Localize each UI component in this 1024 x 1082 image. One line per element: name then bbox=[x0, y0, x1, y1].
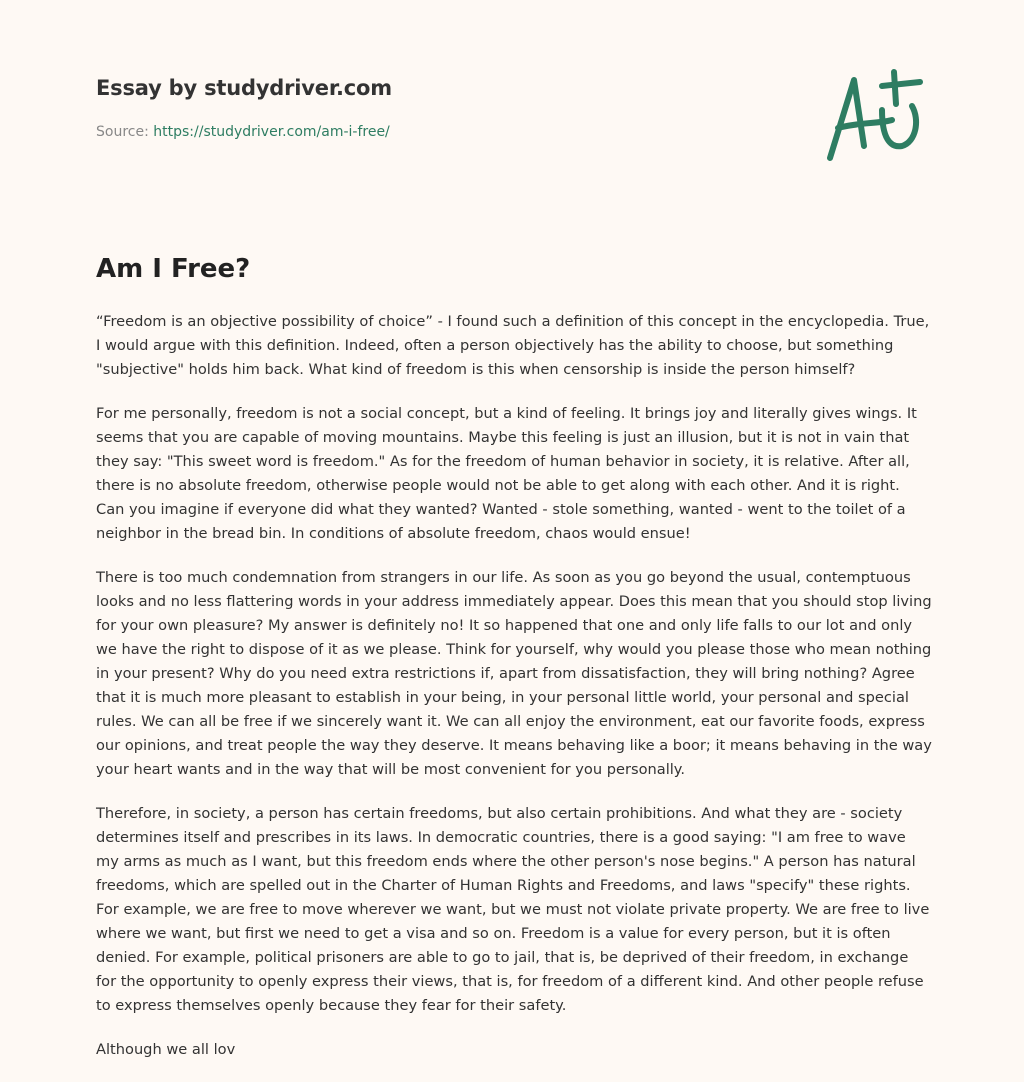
source-link[interactable]: https://studydriver.com/am-i-free/ bbox=[153, 124, 390, 140]
essay-body bbox=[96, 310, 932, 1082]
site-title: Essay by studydriver.com bbox=[96, 76, 392, 100]
paragraph-truncated: Although we all lov bbox=[96, 1041, 236, 1058]
a-plus-logo-icon bbox=[820, 66, 930, 166]
paragraph: For me personally, freedom is not a social concept, but a kind of feeling. It brings joy and literally gives wings. It seems that you are capable of moving mountains. Maybe this feeling is just an illusion, but it is not in vain that they say: "This sweet word is freedom." As for the freedom of human behavior in society, it is relative. After all, there is no absolute freedom, otherwise people would not be able to get along with each other. And it is right. Can you imagine if everyone did what they wanted? Wanted - stole something, wanted - went to the toilet of a neighbor in the bread bin. In conditions of absolute freedom, chaos would ensue! bbox=[96, 405, 917, 542]
paragraph: There is too much condemnation from strangers in our life. As soon as you go beyond the usual, contemptuous looks and no less flattering words in your address immediately appear. Does this mean that you should stop living for your own pleasure? My answer is definitely no! It so happened that one and only life falls to our lot and only we have the right to dispose of it as we please. Think for yourself, why would you please those who mean nothing in your present? Why do you need extra restrictions if, apart from dissatisfaction, they will bring nothing? Agree that it is much more pleasant to establish in your being, in your personal little world, your personal and special rules. We can all be free if we sincerely want it. We can all enjoy the environment, eat our favorite foods, express our opinions, and treat people the way they deserve. It means behaving like a boor; it means behaving in the way your heart wants and in the way that will be most convenient for you personally. bbox=[96, 569, 932, 778]
source-label: Source: bbox=[96, 124, 149, 140]
paragraph: “Freedom is an objective possibility of choice” - I found such a definition of this concept in the encyclopedia. True, I would argue with this definition. Indeed, often a person objectively has the ability to choose, but something "subjective" holds him back. What kind of freedom is this when censorship is inside the person himself? bbox=[96, 313, 930, 378]
essay-title: Am I Free? bbox=[96, 254, 251, 284]
source-line bbox=[96, 124, 390, 140]
paragraph: Therefore, in society, a person has certain freedoms, but also certain prohibitions. And what they are - society determines itself and prescribes in its laws. In democratic countries, there is a good saying: "I am free to wave my arms as much as I want, but this freedom ends where the other person's nose begins." A person has natural freedoms, which are spelled out in the Charter of Human Rights and Freedoms, and laws "specify" these rights. For example, we are free to move wherever we want, but we must not violate private property. We are free to live where we want, but first we need to get a visa and so on. Freedom is a value for every person, but it is often denied. For example, political prisoners are able to go to jail, that is, be deprived of their freedom, in exchange for the opportunity to openly express their views, that is, for freedom of a different kind. And other people refuse to express themselves openly because they fear for their safety. bbox=[96, 805, 930, 1014]
